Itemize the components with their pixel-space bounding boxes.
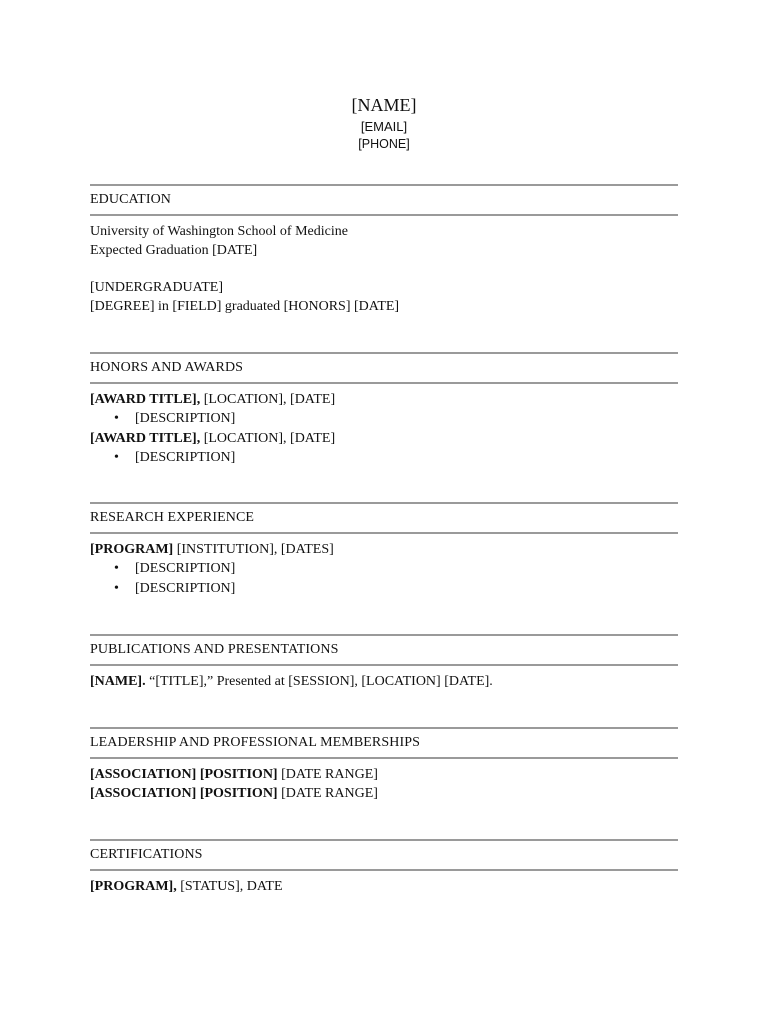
resume-header	[0, 94, 768, 153]
award-entry	[90, 390, 678, 409]
award-title: [AWARD TITLE],	[90, 430, 201, 446]
certifications-section	[90, 839, 678, 896]
section-title-research: RESEARCH EXPERIENCE	[90, 510, 255, 525]
research-entry	[90, 540, 678, 559]
candidate-name: [NAME]	[351, 95, 417, 115]
bullet-icon: •	[114, 411, 119, 426]
award-details: [LOCATION], [DATE]	[200, 392, 336, 407]
school-name: University of Washington School of Medicine	[90, 224, 348, 239]
membership-date-range: [DATE RANGE]	[277, 786, 378, 801]
undergraduate-label: [UNDERGRADUATE]	[90, 280, 223, 295]
list-item	[110, 579, 678, 599]
award-description-list	[90, 409, 678, 429]
research-description: [DESCRIPTION]	[135, 561, 236, 576]
membership-position: [ASSOCIATION] [POSITION]	[90, 767, 278, 782]
section-title-education: EDUCATION	[90, 192, 172, 207]
publications-section	[90, 634, 678, 691]
membership-position: [ASSOCIATION] [POSITION]	[90, 786, 278, 801]
research-section	[90, 502, 678, 598]
award-description: [DESCRIPTION]	[135, 449, 236, 465]
bullet-icon: •	[114, 561, 119, 576]
bullet-icon: •	[114, 449, 119, 465]
research-program: [PROGRAM]	[90, 542, 174, 557]
award-description-list	[90, 448, 678, 468]
candidate-email: [EMAIL]	[360, 119, 408, 134]
certification-details: [STATUS], DATE	[176, 879, 283, 894]
certification-entry	[90, 877, 678, 896]
leadership-content	[90, 759, 678, 803]
award-details: [LOCATION], [DATE]	[200, 430, 336, 446]
certification-program: [PROGRAM],	[90, 879, 177, 894]
list-item	[110, 409, 678, 429]
publications-content	[90, 666, 678, 691]
section-title-honors: HONORS AND AWARDS	[90, 360, 244, 375]
bullet-icon: •	[114, 580, 119, 596]
honors-content	[90, 384, 678, 467]
research-description-list	[90, 559, 678, 598]
research-content	[90, 534, 678, 598]
publication-author: [NAME].	[90, 674, 146, 689]
education-content	[90, 216, 678, 316]
section-title-leadership: LEADERSHIP AND PROFESSIONAL MEMBERSHIPS	[90, 735, 420, 750]
research-details: [INSTITUTION], [DATES]	[173, 542, 334, 557]
section-title-certifications: CERTIFICATIONS	[90, 847, 203, 862]
list-item	[110, 448, 678, 468]
membership-entry	[90, 765, 678, 784]
degree-line: [DEGREE] in [FIELD] graduated [HONORS] [DATE]	[90, 299, 400, 314]
publication-details: “[TITLE],” Presented at [SESSION], [LOCATION] [DATE].	[145, 674, 493, 689]
expected-graduation: Expected Graduation [DATE]	[90, 243, 258, 258]
publication-entry	[90, 672, 678, 691]
honors-section	[90, 352, 678, 467]
membership-entry	[90, 784, 678, 803]
education-section	[90, 184, 678, 316]
section-title-publications: PUBLICATIONS AND PRESENTATIONS	[90, 642, 339, 657]
candidate-phone: [PHONE]	[358, 137, 410, 151]
list-item	[110, 559, 678, 579]
membership-date-range: [DATE RANGE]	[277, 767, 378, 782]
certifications-content	[90, 871, 678, 896]
research-description: [DESCRIPTION]	[135, 580, 236, 596]
award-description: [DESCRIPTION]	[135, 411, 236, 426]
leadership-section	[90, 727, 678, 803]
award-title: [AWARD TITLE],	[90, 392, 201, 407]
award-entry	[90, 429, 678, 448]
